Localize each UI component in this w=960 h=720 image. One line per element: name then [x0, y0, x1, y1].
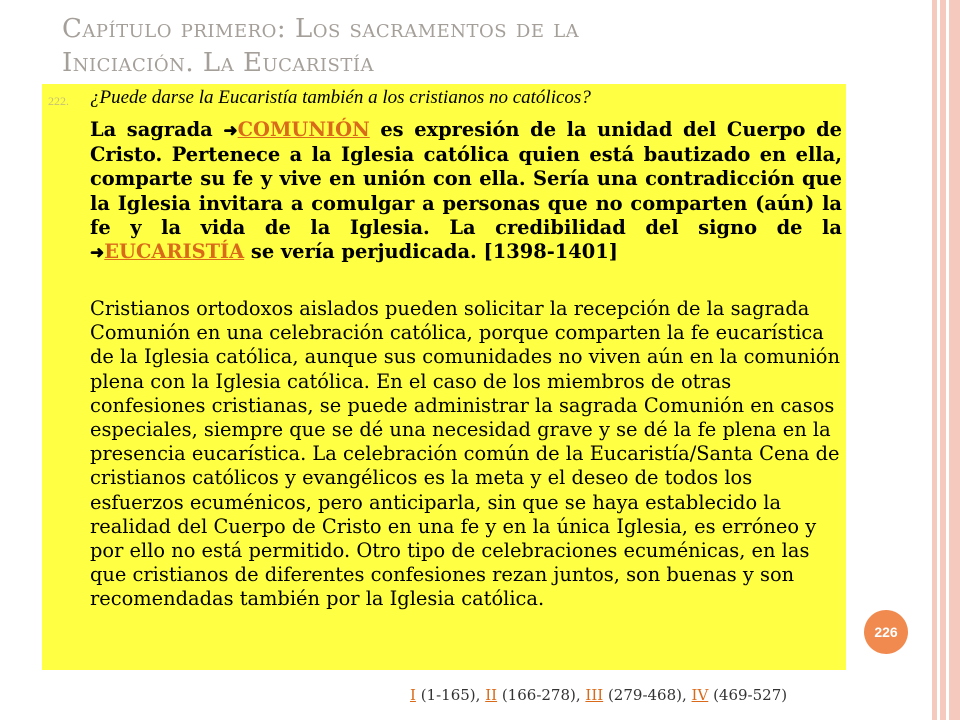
question-number: 222. [48, 94, 69, 108]
link-comunion[interactable]: COMUNIÓN [237, 118, 370, 141]
slide-title [62, 12, 862, 80]
arrow-right-icon: ➜ [223, 121, 238, 141]
footer-range-3: (279-468), [603, 686, 692, 704]
footer-navigation [410, 686, 787, 704]
question-text: ¿Puede darse la Eucaristía también a los cristianos no católicos? [90, 87, 591, 108]
answer-text-2: es expresión de la unidad del Cuerpo de Cristo. Pertenece a la Iglesia católica quien está bautizado en ella, comparte su fe y vive en unión con ella. Sería una contradicción que la Iglesia invitara a comulgar a personas que no comparten (aún) la fe y la vida de la Iglesia. La credibilidad del signo de la [90, 118, 842, 239]
footer-link-part-4[interactable]: IV [691, 686, 709, 704]
border-stripe [937, 0, 940, 720]
footer-link-part-1[interactable]: I [410, 686, 416, 704]
answer-summary [90, 118, 842, 265]
footer-link-part-3[interactable]: III [585, 686, 604, 704]
answer-text-1: La sagrada [90, 118, 224, 141]
border-stripe [946, 0, 949, 720]
page-number-badge: 226 [864, 610, 908, 654]
footer-link-part-2[interactable]: II [485, 686, 498, 704]
answer-text-3: se vería perjudicada. [1398-1401] [244, 240, 618, 264]
content-box [42, 84, 846, 670]
link-eucaristia[interactable]: EUCARISTÍA [104, 240, 245, 264]
footer-range-2: (166-278), [497, 686, 586, 704]
right-decorative-border [932, 0, 960, 720]
footer-range-4: (469-527) [708, 686, 788, 704]
title-line-1: Capítulo primero: Los sacramentos de la [62, 14, 580, 44]
footer-range-1: (1-165), [415, 686, 486, 704]
answer-explanation: Cristianos ortodoxos aislados pueden solicitar la recepción de la sagrada Comunión en una celebración católica, porque comparten la fe eucarística de la Iglesia católica, aunque sus comunidades no viven aún en la comunión plena con la Iglesia católica. En el caso de los miembros de otras confesiones cristianas, se puede administrar la sagrada Comunión en casos especiales, siempre que se dé una necesidad grave y se dé la fe plena en la presencia eucarística. La celebración común de la Eucaristía/Santa Cena de cristianos católicos y evangélicos es la meta y el deseo de todos los esfuerzos ecuménicos, pero anticiparla, sin que se haya establecido la realidad del Cuerpo de Cristo en una fe y en la única Iglesia, es erróneo y por ello no está permitido. Otro tipo de celebraciones ecuménicas, en las que cristianos de diferentes confesiones rezan juntos, son buenas y son recomendadas también por la Iglesia católica. [90, 297, 840, 611]
arrow-right-icon: ➜ [90, 243, 105, 264]
title-line-2: Iniciación. La Eucaristía [62, 48, 374, 78]
